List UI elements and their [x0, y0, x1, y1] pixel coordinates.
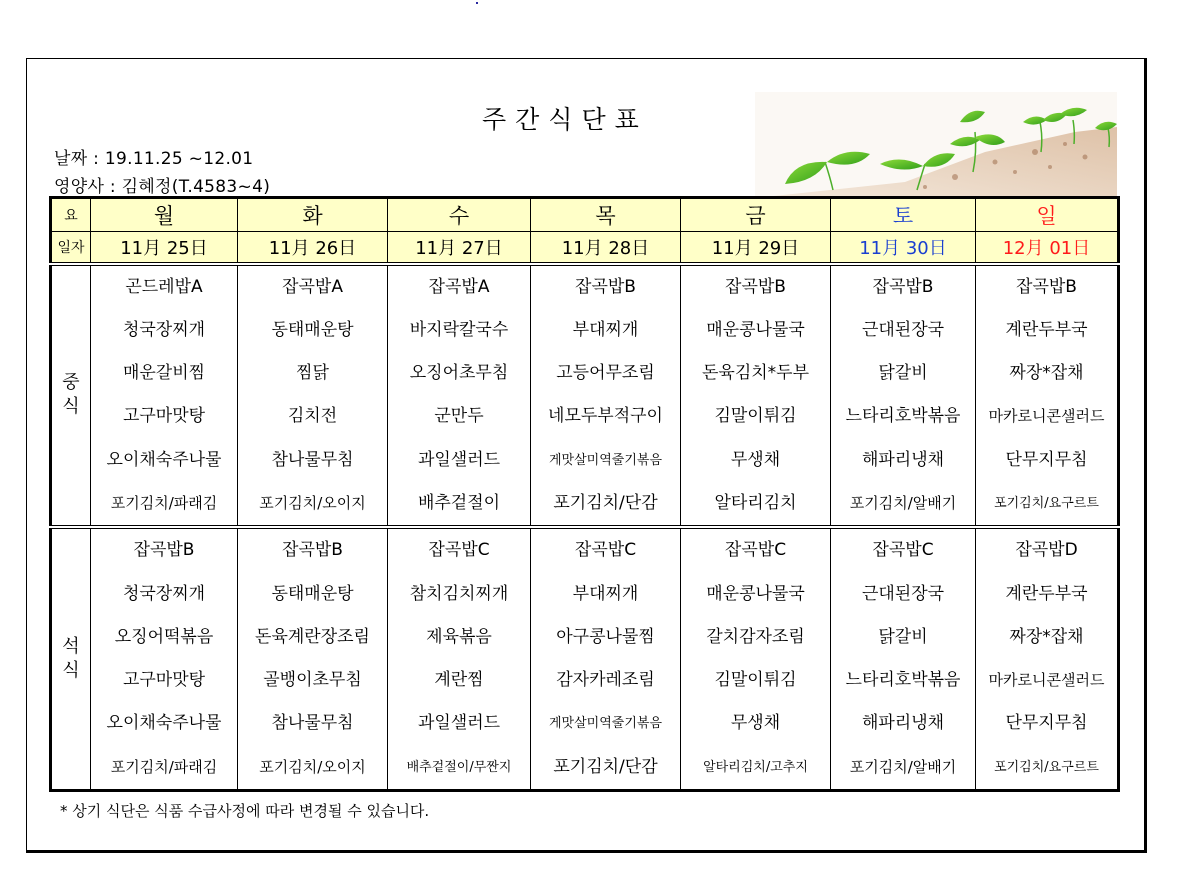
menu-item: 게맛살미역줄기볶음 — [548, 716, 663, 732]
menu-day-cell — [831, 527, 976, 790]
weekday-header-label: 요 — [51, 198, 91, 232]
meal-label-char: 중 — [62, 372, 80, 394]
menu-item: 닭갈비 — [878, 626, 928, 647]
weekday-sun: 일 — [976, 198, 1119, 232]
weekly-menu-table — [49, 196, 1120, 792]
menu-item: 오이채숙주나물 — [106, 713, 222, 734]
menu-day-cell — [976, 264, 1119, 528]
menu-day-cell — [388, 527, 531, 790]
menu-day-cell — [91, 264, 238, 528]
dinner-row — [51, 527, 1119, 790]
menu-item: 고구마맛탕 — [122, 406, 206, 427]
menu-item: 잡곡밥A — [428, 276, 490, 297]
menu-item: 매운갈비찜 — [122, 363, 206, 384]
menu-item: 잡곡밥C — [428, 540, 490, 561]
menu-item: 포기김치/단감 — [553, 492, 658, 513]
menu-day-cell — [531, 264, 681, 528]
menu-item: 부대찌개 — [572, 583, 639, 604]
menu-item: 포기김치/오이지 — [259, 757, 366, 776]
menu-item: 찜닭 — [296, 363, 329, 384]
menu-item: 고등어무조림 — [556, 363, 655, 384]
menu-item: 단무지무침 — [1005, 449, 1088, 470]
menu-item: 바지락칼국수 — [409, 319, 509, 340]
menu-item: 마카로니콘샐러드 — [988, 671, 1105, 690]
menu-item: 포기김치/요구르트 — [994, 495, 1099, 511]
menu-day-cell — [238, 264, 388, 528]
menu-change-notice: * 상기 식단은 식품 수급사정에 따라 변경될 수 있습니다. — [60, 802, 430, 820]
menu-item: 느타리호박볶음 — [845, 670, 961, 691]
date-sun: 12月 01日 — [976, 232, 1119, 264]
menu-item: 돈육계란장조림 — [255, 626, 370, 647]
menu-item: 계란두부국 — [1005, 319, 1088, 340]
menu-item: 느타리호박볶음 — [845, 406, 961, 427]
menu-item: 김말이튀김 — [714, 670, 797, 691]
menu-item: 단무지무침 — [1005, 713, 1088, 734]
menu-item: 해파리냉채 — [861, 713, 945, 734]
dinner-label — [51, 527, 91, 790]
weekday-thu: 목 — [531, 198, 681, 232]
menu-item: 골뱅이초무침 — [263, 670, 362, 691]
menu-day-cell — [91, 527, 238, 790]
menu-item: 잡곡밥A — [282, 276, 343, 297]
menu-item: 배추겉절이/무짠지 — [406, 759, 512, 775]
menu-item: 배추겉절이 — [417, 492, 501, 513]
menu-item: 계란두부국 — [1005, 583, 1088, 604]
weekday-wed: 수 — [388, 198, 531, 232]
seedling-banner-icon — [655, 92, 1117, 198]
menu-item: 잡곡밥B — [872, 276, 934, 297]
menu-item: 마카로니콘샐러드 — [988, 407, 1105, 426]
meal-label-char: 석 — [62, 636, 80, 658]
menu-item: 게맛살미역줄기볶음 — [548, 452, 663, 468]
date-header-label: 일자 — [51, 232, 91, 264]
menu-item: 포기김치/오이지 — [259, 493, 366, 512]
menu-item: 곤드레밥A — [125, 276, 203, 297]
menu-item: 동태매운탕 — [271, 319, 354, 340]
weekday-fri: 금 — [681, 198, 831, 232]
menu-day-cell — [976, 527, 1119, 790]
menu-item: 짜장*잡채 — [1009, 626, 1084, 647]
menu-item: 청국장찌개 — [122, 319, 206, 340]
menu-item: 제육볶음 — [426, 626, 492, 647]
menu-item: 아구콩나물찜 — [556, 626, 655, 647]
menu-item: 근대된장국 — [861, 583, 945, 604]
menu-item: 오이채숙주나물 — [106, 449, 222, 470]
weekday-tue: 화 — [238, 198, 388, 232]
menu-item: 고구마맛탕 — [122, 670, 206, 691]
meal-label-char: 식 — [62, 396, 80, 418]
menu-item: 오징어떡볶음 — [114, 626, 214, 647]
menu-item: 잡곡밥D — [1015, 540, 1078, 561]
menu-item: 참치김치찌개 — [409, 583, 509, 604]
dietitian-label: 영양사 : 김혜정(T.4583~4) — [54, 177, 271, 197]
menu-item: 포기김치/파래김 — [110, 493, 218, 512]
menu-day-cell — [388, 264, 531, 528]
menu-item: 매운콩나물국 — [706, 319, 805, 340]
menu-item: 닭갈비 — [878, 363, 928, 384]
date-sat: 11月 30日 — [831, 232, 976, 264]
menu-item: 잡곡밥C — [724, 540, 787, 561]
menu-item: 계란찜 — [434, 670, 484, 691]
menu-item: 청국장찌개 — [122, 583, 206, 604]
menu-item: 김말이튀김 — [714, 406, 797, 427]
menu-item: 참나물무침 — [271, 449, 354, 470]
menu-item: 알타리김치 — [714, 492, 797, 513]
menu-item: 포기김치/파래김 — [110, 757, 218, 776]
menu-day-cell — [681, 527, 831, 790]
menu-item: 잡곡밥B — [725, 276, 786, 297]
weekday-sat: 토 — [831, 198, 976, 232]
menu-item: 잡곡밥C — [872, 540, 934, 561]
menu-item: 알타리김치/고추지 — [703, 759, 808, 775]
menu-item: 오징어초무침 — [409, 363, 509, 384]
date-fri: 11月 29日 — [681, 232, 831, 264]
menu-item: 매운콩나물국 — [706, 583, 805, 604]
weekday-header-row — [51, 198, 1119, 232]
menu-item: 포기김치/알배기 — [849, 757, 957, 776]
lunch-row — [51, 264, 1119, 528]
menu-item: 갈치감자조림 — [706, 626, 805, 647]
menu-item: 근대된장국 — [861, 319, 945, 340]
menu-item: 잡곡밥B — [133, 540, 195, 561]
date-header-row — [51, 232, 1119, 264]
menu-day-cell — [831, 264, 976, 528]
menu-item: 무생채 — [730, 713, 781, 734]
date-thu: 11月 28日 — [531, 232, 681, 264]
meal-label-char: 식 — [62, 660, 80, 682]
menu-item: 무생채 — [730, 449, 781, 470]
date-wed: 11月 27日 — [388, 232, 531, 264]
date-mon: 11月 25日 — [91, 232, 238, 264]
menu-item: 군만두 — [434, 406, 484, 427]
menu-item: 잡곡밥B — [282, 540, 343, 561]
menu-day-cell — [531, 527, 681, 790]
menu-item: 참나물무침 — [271, 713, 354, 734]
menu-item: 잡곡밥B — [1016, 276, 1077, 297]
date-tue: 11月 26日 — [238, 232, 388, 264]
menu-item: 포기김치/알배기 — [849, 493, 957, 512]
menu-item: 감자카레조림 — [556, 670, 655, 691]
menu-item: 부대찌개 — [572, 319, 639, 340]
menu-item: 김치전 — [287, 406, 338, 427]
page-marker-dot — [476, 2, 478, 4]
menu-item: 네모두부적구이 — [548, 406, 663, 427]
date-range-label: 날짜 : 19.11.25 ~12.01 — [54, 149, 254, 169]
menu-item: 동태매운탕 — [271, 583, 354, 604]
menu-day-cell — [238, 527, 388, 790]
menu-item: 포기김치/단감 — [553, 756, 658, 777]
menu-item: 포기김치/요구르트 — [994, 759, 1099, 775]
page-title: 주간식단표 — [482, 105, 648, 134]
weekday-mon: 월 — [91, 198, 238, 232]
menu-item: 과일샐러드 — [417, 713, 501, 734]
menu-item: 짜장*잡채 — [1009, 363, 1084, 384]
lunch-label — [51, 264, 91, 528]
menu-item: 돈육김치*두부 — [701, 363, 810, 384]
menu-item: 과일샐러드 — [417, 449, 501, 470]
menu-item: 잡곡밥B — [575, 276, 636, 297]
menu-item: 해파리냉채 — [861, 449, 945, 470]
menu-day-cell — [681, 264, 831, 528]
menu-item: 잡곡밥C — [574, 540, 637, 561]
